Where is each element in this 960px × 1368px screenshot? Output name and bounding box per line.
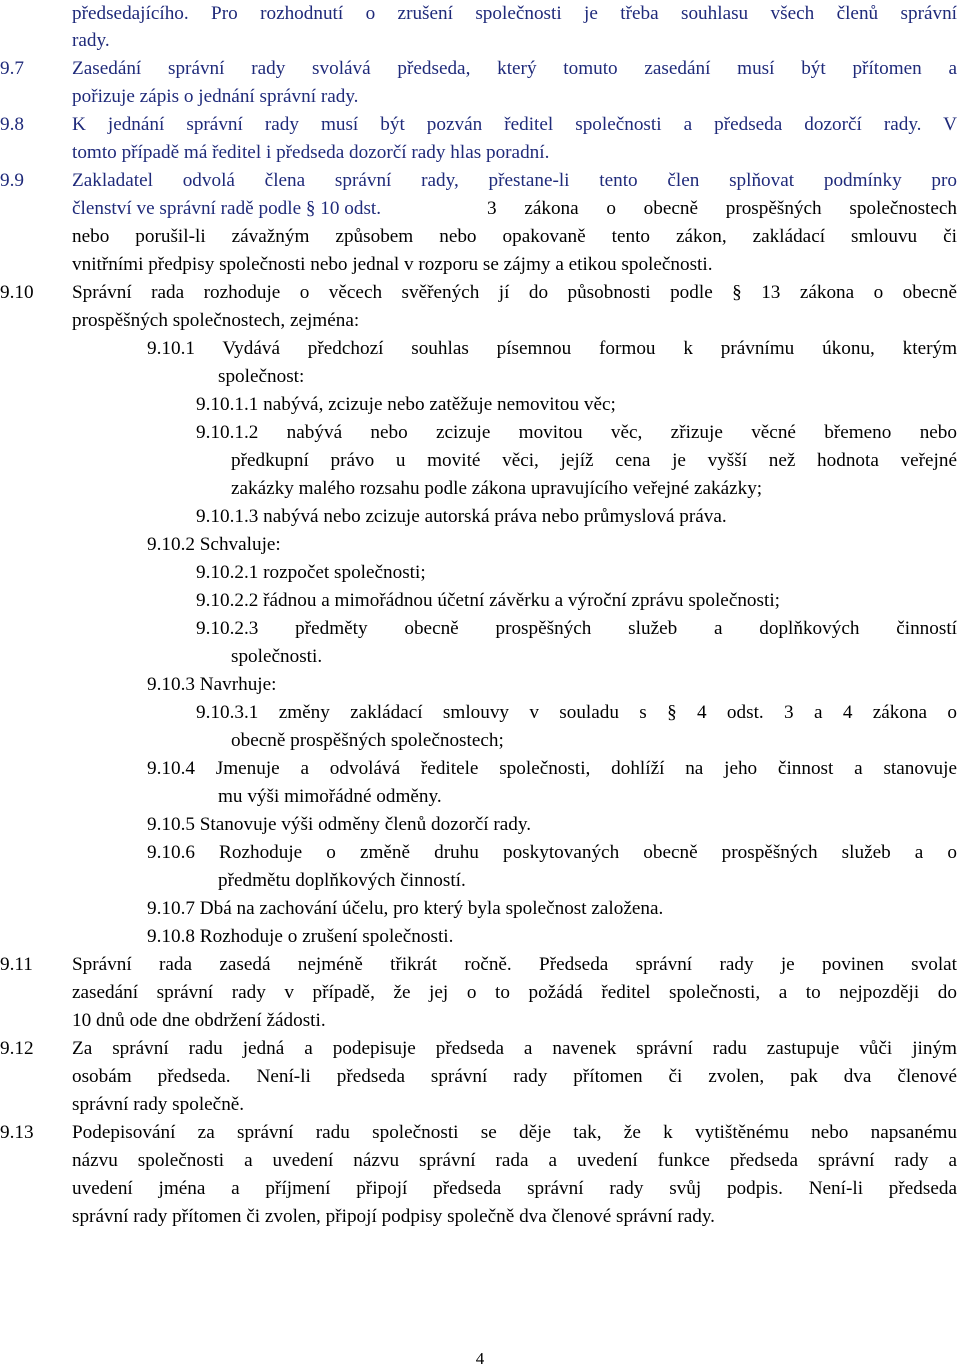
text-line: Zasedání správní rady svolává předseda, který tomuto zasedání musí být přítomen a [72, 58, 957, 79]
text-line: názvu společnosti a uvedení názvu správní rada a uvedení funkce předseda správní rady a [72, 1150, 957, 1171]
text-line: prospěšných společnostech, zejména: [72, 310, 360, 331]
text-line: obecně prospěšných společnostech; [231, 730, 504, 751]
text-line: Správní rada rozhoduje o věcech svěřených jí do působnosti podle § 13 zákona o obecně [72, 282, 957, 303]
page-number: 4 [475, 1349, 485, 1368]
text-line: 9.10.7 Dbá na zachování účelu, pro který byla společnost založena. [147, 898, 664, 919]
text-line: 9.10.2.2 řádnou a mimořádnou účetní závěrku a výroční zprávu společnosti; [196, 590, 780, 611]
text-line: předkupní právo u movité věci, jejíž cena je vyšší než hodnota veřejné [231, 450, 957, 471]
text-line: 9.10.2.1 rozpočet společnosti; [196, 562, 426, 583]
text-line: 9.10.8 Rozhoduje o zrušení společnosti. [147, 926, 454, 947]
text-line: 9.10.1.3 nabývá nebo zcizuje autorská práva nebo průmyslová práva. [196, 506, 727, 527]
text-line: 9.10.1.1 nabývá, zcizuje nebo zatěžuje nemovitou věc; [196, 394, 616, 415]
text-line: 9.10.2.3 předměty obecně prospěšných služeb a doplňkových činností [196, 618, 957, 639]
text-line: Správní rada zasedá nejméně třikrát ročně. Předseda správní rady je povinen svolat [72, 954, 957, 975]
text-line: 9.10.5 Stanovuje výši odměny členů dozorčí rady. [147, 814, 532, 835]
text-line: 9.7 [0, 58, 24, 79]
text-line: 9.10.6 Rozhoduje o změně druhu poskytovaných obecně prospěšných služeb a o [147, 842, 957, 863]
text-line: Podepisování za správní radu společnosti se děje tak, že k vytištěnému nebo napsanému [72, 1122, 957, 1143]
text-line: 3 zákona o obecně prospěšných společnostech [487, 198, 957, 219]
text-line: osobám předseda. Není-li předseda správní rady přítomen či zvolen, pak dva členové [72, 1066, 957, 1087]
text-line: 9.10.1 Vydává předchozí souhlas písemnou formou k právnímu úkonu, kterým [147, 338, 957, 359]
text-line: vnitřními předpisy společnosti nebo jednal v rozporu se zájmy a etikou společnosti. [72, 254, 713, 275]
text-line: zakázky malého rozsahu podle zákona upravujícího veřejné zakázky; [231, 478, 763, 499]
text-line: 9.13 [0, 1122, 34, 1143]
text-line: pořizuje zápis o jednání správní rady. [72, 86, 359, 107]
text-line: správní rady přítomen či zvolen, připojí podpisy společně dva členové správní rady. [72, 1206, 715, 1227]
text-line: společnost: [218, 366, 305, 387]
text-line: 9.10 [0, 282, 34, 303]
text-line: 9.12 [0, 1038, 34, 1059]
text-line: správní rady společně. [72, 1094, 245, 1115]
text-line: předmětu doplňkových činností. [218, 870, 466, 891]
text-line: K jednání správní rady musí být pozván ředitel společnosti a předseda dozorčí rady. V [72, 114, 957, 135]
text-line: rady. [72, 30, 110, 51]
text-line: mu výši mimořádné odměny. [218, 786, 442, 807]
text-line: 9.10.1.2 nabývá nebo zcizuje movitou věc, zřizuje věcné břemeno nebo [196, 422, 957, 443]
text-line: společnosti. [231, 646, 323, 667]
text-line: 10 dnů ode dne obdržení žádosti. [72, 1010, 326, 1031]
text-line: 9.10.3.1 změny zakládací smlouvy v souladu s § 4 odst. 3 a 4 zákona o [196, 702, 957, 723]
text-line: 9.10.4 Jmenuje a odvolává ředitele společnosti, dohlíží na jeho činnost a stanovuje [147, 758, 957, 779]
text-line: 9.11 [0, 954, 33, 975]
text-line: předsedajícího. Pro rozhodnutí o zrušení společnosti je třeba souhlasu všech členů správní [72, 3, 957, 24]
text-line: tomto případě má ředitel i předseda dozorčí rady hlas poradní. [72, 142, 550, 163]
text-line: 9.10.3 Navrhuje: [147, 674, 277, 695]
text-line: uvedení jména a příjmení připojí předseda správní rady svůj podpis. Není-li předseda [72, 1178, 957, 1199]
text-line: členství ve správní radě podle § 10 odst. [72, 198, 382, 219]
text-line: Za správní radu jedná a podepisuje předseda a navenek správní radu zastupuje vůči jiným [72, 1038, 957, 1059]
text-line: nebo porušil-li závažným způsobem nebo opakovaně tento zákon, zakládací smlouvu či [72, 226, 957, 247]
text-line: zasedání správní rady v případě, že jej o to požádá ředitel společnosti, a to nejpozději do [72, 982, 957, 1003]
text-line: Zakladatel odvolá člena správní rady, přestane-li tento člen splňovat podmínky pro [72, 170, 957, 191]
text-line: 9.8 [0, 114, 24, 135]
text-line: 9.10.2 Schvaluje: [147, 534, 281, 555]
text-line: 9.9 [0, 170, 24, 191]
